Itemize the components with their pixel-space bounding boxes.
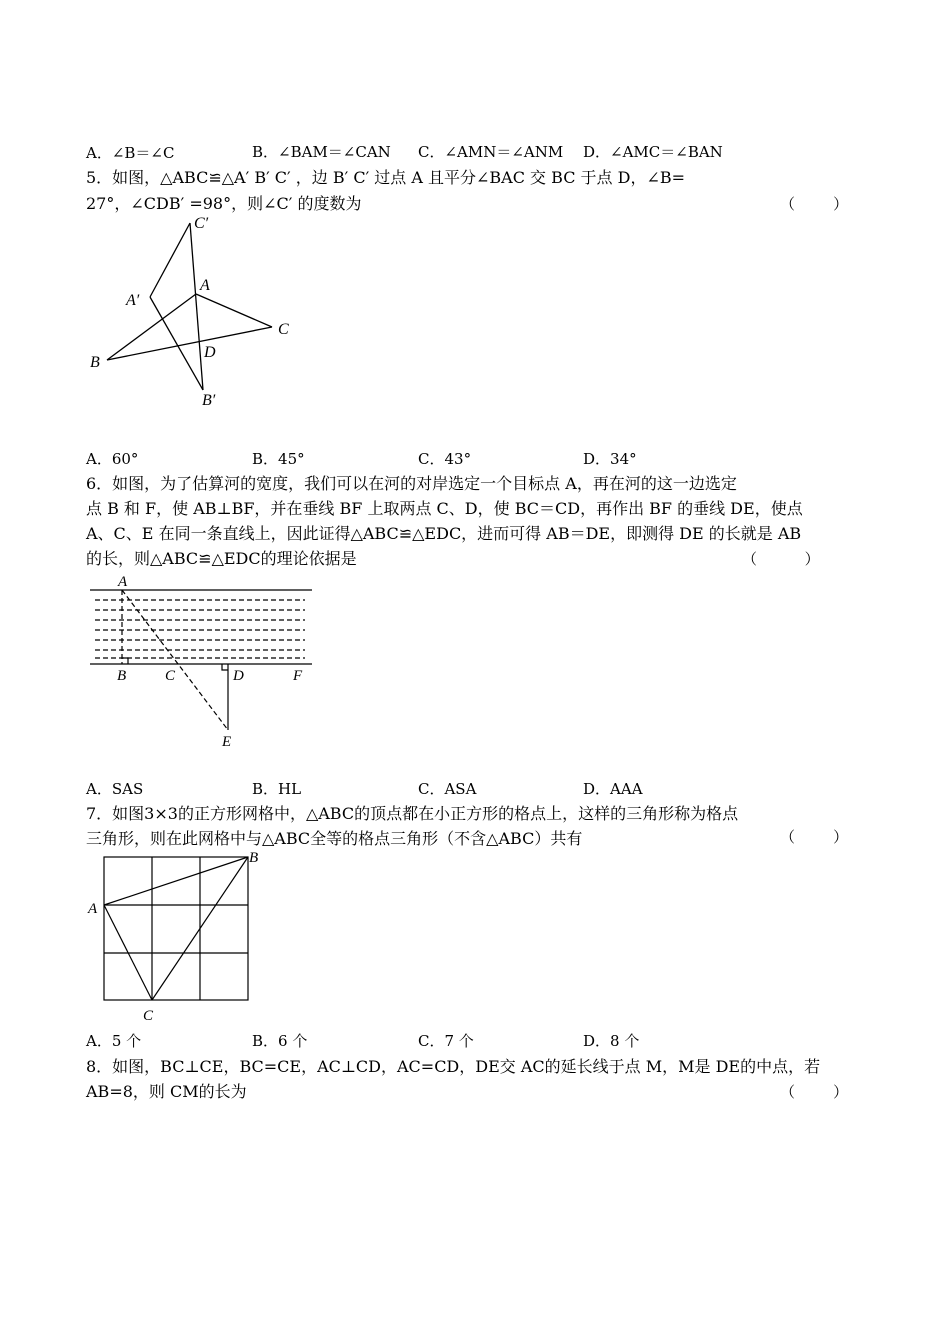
q5-label-c1: C′ [194, 215, 209, 232]
q5-text-line1: 5．如图，△ABC≌△A′ B′ C′ ，边 B′ C′ 过点 A 且平分∠BAC 交 BC 于点 D，∠B= [86, 168, 686, 187]
q6-label-f: F [293, 668, 303, 684]
q5-label-d: D [204, 344, 216, 361]
q6-text-line4: 的长，则△ABC≌△EDC的理论依据是 [86, 549, 357, 568]
q6-answer-paren: （ ） [742, 550, 820, 568]
q7-answer-paren: （ ） [780, 828, 849, 846]
q6-label-b: B [117, 668, 127, 684]
q5-text-line2: 27°，∠CDB′ =98°，则∠C′ 的度数为 [86, 194, 362, 213]
q7-option-c: C．7 个 [418, 1032, 474, 1050]
q7-label-a: A [88, 901, 98, 917]
q5-label-a1: A′ [126, 292, 140, 309]
q5-option-a: A．60° [86, 450, 139, 468]
q6-label-c: C [165, 668, 176, 684]
q5-label-a: A [200, 277, 210, 294]
q6-label-d: D [233, 668, 244, 684]
q4-option-a: A．∠B＝∠C [86, 144, 175, 162]
q5-option-d: D．34° [583, 450, 637, 468]
q6-text-line2: 点 B 和 F，使 AB⊥BF，并在垂线 BF 上取两点 C、D，使 BC＝CD，再作出 BF 的垂线 DE，使点 [86, 499, 803, 518]
q7-option-d: D．8 个 [583, 1032, 640, 1050]
q7-text-line1: 7．如图3×3的正方形网格中，△ABC的顶点都在小正方形的格点上，这样的三角形称为格点 [86, 804, 739, 823]
q6-text-line1: 6．如图，为了估算河的宽度，我们可以在河的对岸选定一个目标点 A，再在河的这一边选定 [86, 474, 737, 493]
q6-option-a: A．SAS [86, 780, 144, 798]
q6-option-c: C．ASA [418, 780, 477, 798]
q5-label-b1: B′ [202, 392, 216, 409]
q7-option-a: A．5 个 [86, 1032, 142, 1050]
q7-label-c: C [143, 1008, 154, 1024]
q8-text-line2: AB=8，则 CM的长为 [86, 1082, 247, 1101]
q6-option-b: B．HL [252, 780, 302, 798]
q6-label-e: E [222, 734, 232, 750]
q5-option-b: B．45° [252, 450, 305, 468]
q5-answer-paren: （ ） [780, 195, 849, 213]
q5-label-b: B [90, 354, 100, 371]
q6-label-a: A [118, 574, 128, 590]
q8-answer-paren: （ ） [780, 1083, 849, 1101]
q6-text-line3: A、C、E 在同一条直线上，因此证得△ABC≌△EDC，进而可得 AB＝DE，即测得 DE 的长就是 AB [86, 524, 802, 543]
q7-option-b: B．6 个 [252, 1032, 308, 1050]
q7-grid-border [104, 857, 248, 1000]
q6-option-d: D．AAA [583, 780, 643, 798]
q8-text-line1: 8．如图，BC⊥CE，BC=CE，AC⊥CD，AC=CD，DE交 AC的延长线于点 M，M是 DE的中点，若 [86, 1057, 821, 1076]
q7-label-b: B [249, 850, 259, 866]
q4-option-b: B．∠BAM＝∠CAN [252, 143, 391, 161]
q5-label-c: C [278, 321, 289, 338]
q4-option-c: C．∠AMN＝∠ANM [418, 143, 564, 161]
q7-seg-a-b [104, 857, 248, 905]
q7-text-line2: 三角形，则在此网格中与△ABC全等的格点三角形（不含△ABC）共有 [86, 829, 583, 848]
q5-option-c: C．43° [418, 450, 472, 468]
q4-option-d: D．∠AMC＝∠BAN [583, 143, 723, 161]
